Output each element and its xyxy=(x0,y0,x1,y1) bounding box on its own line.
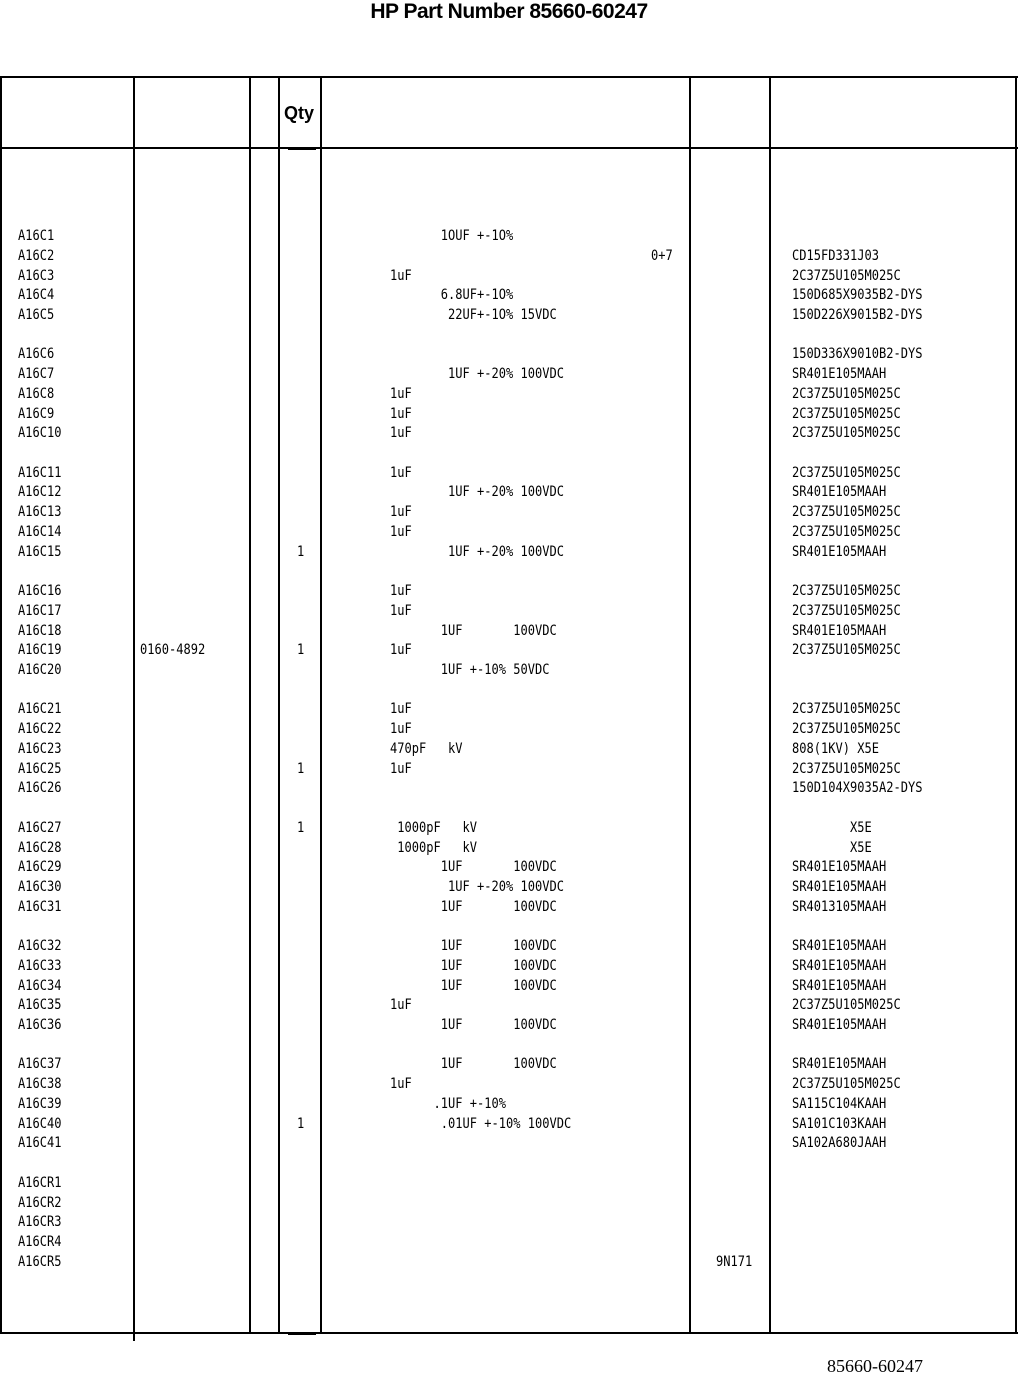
reference-designator-cell: A16C10 xyxy=(18,425,62,442)
reference-designator-cell: A16C3 xyxy=(18,267,55,284)
description-cell: 1uF xyxy=(332,760,412,777)
description-cell: 22UF+-1O% 15VDC xyxy=(332,307,557,323)
mfr-part-number-cell: 2C37Z5U105M025C xyxy=(792,721,901,738)
description-cell: 1uF xyxy=(332,405,412,422)
mfr-part-number-cell: 150D685X9035B2-DYS xyxy=(792,287,923,304)
reference-designator-cell: A16C6 xyxy=(18,346,55,363)
mfr-part-number-cell: 2C37Z5U105M025C xyxy=(792,1076,901,1093)
column-divider xyxy=(0,76,2,1334)
reference-designator-cell: A16C8 xyxy=(18,385,55,402)
column-divider xyxy=(320,76,322,1334)
reference-designator-cell: A16C20 xyxy=(18,662,62,679)
mfr-part-number-cell: 808(1KV) X5E xyxy=(792,740,879,757)
mfr-part-number-cell: SR401E105MAAH xyxy=(792,543,887,560)
quantity-cell: 1 xyxy=(297,543,305,560)
description-cell: 1UF +-10% 50VDC xyxy=(332,662,550,679)
reference-designator-cell: A16C29 xyxy=(18,859,62,876)
mfr-part-number-cell: SR401E105MAAH xyxy=(792,622,887,639)
mfr-part-number-cell: 2C37Z5U105M025C xyxy=(792,583,901,600)
reference-designator-cell: A16CR5 xyxy=(18,1253,62,1270)
description-cell: 1UF +-20% 100VDC xyxy=(332,366,564,383)
mfr-part-number-cell: 2C37Z5U105M025C xyxy=(792,523,901,540)
reference-designator-cell: A16C19 xyxy=(18,642,62,659)
mfr-part-number-cell: X5E xyxy=(792,819,872,836)
description-cell: 1UF 100VDC xyxy=(332,1056,557,1073)
description-cell: 1uF xyxy=(332,425,412,442)
description-cell: 1uF xyxy=(332,504,412,521)
mfr-part-number-cell: SA102A680JAAH xyxy=(792,1135,887,1152)
mfr-part-number-cell: SA115C104KAAH xyxy=(792,1095,887,1112)
quantity-cell: 1 xyxy=(297,819,305,836)
description-cell: 1OUF +-1O% xyxy=(332,228,514,244)
table-header-divider xyxy=(0,147,1018,149)
reference-designator-cell: A16C34 xyxy=(18,977,62,994)
page-title: HP Part Number 85660-60247 xyxy=(370,0,648,23)
mfr-part-number-cell: 2C37Z5U105M025C xyxy=(792,602,901,619)
mfr-part-number-cell: SR401E105MAAH xyxy=(792,879,887,895)
reference-designator-cell: A16C17 xyxy=(18,602,62,619)
mfr-part-number-cell: X5E xyxy=(792,839,872,856)
description-cell: 1000pF kV xyxy=(332,819,477,836)
description-cell: 1uF xyxy=(332,583,412,600)
description-cell: 1uF xyxy=(332,267,412,284)
qty-tick xyxy=(288,148,316,150)
reference-designator-cell: A16C27 xyxy=(18,819,62,836)
reference-designator-cell: A16C40 xyxy=(18,1115,62,1132)
mfr-part-number-cell: SR401E105MAAH xyxy=(792,366,887,383)
reference-designator-cell: A16C35 xyxy=(18,997,62,1014)
description-cell: 1UF 100VDC xyxy=(332,622,557,639)
quantity-cell: 1 xyxy=(297,642,305,659)
description-cell: 1uF xyxy=(332,642,412,659)
description-cell: 1UF 100VDC xyxy=(332,938,557,955)
description-cell: 1uF xyxy=(332,701,412,718)
mfr-part-number-cell: 2C37Z5U105M025C xyxy=(792,642,901,659)
reference-designator-cell: A16C37 xyxy=(18,1056,62,1073)
reference-designator-cell: A16CR3 xyxy=(18,1214,62,1231)
mfr-part-number-cell: SR401E105MAAH xyxy=(792,957,887,974)
description-cell: .01UF +-10% 100VDC xyxy=(332,1115,572,1132)
mfr-part-number-cell: SA101C103KAAH xyxy=(792,1115,887,1132)
reference-designator-cell: A16C4 xyxy=(18,287,55,304)
description-cell: 1000pF kV xyxy=(332,839,477,856)
reference-designator-cell: A16C11 xyxy=(18,464,62,481)
description-cell: 1uF xyxy=(332,1076,412,1093)
reference-designator-cell: A16C41 xyxy=(18,1135,62,1152)
description-cell: 1uF xyxy=(332,464,412,481)
mfr-part-number-cell: 2C37Z5U105M025C xyxy=(792,405,901,422)
reference-designator-cell: A16C2 xyxy=(18,247,55,264)
description-cell: 1UF +-20% 100VDC xyxy=(332,879,564,895)
reference-designator-cell: A16C39 xyxy=(18,1095,62,1112)
mfr-code-cell: 9N171 xyxy=(716,1253,753,1270)
reference-designator-cell: A16C22 xyxy=(18,721,62,738)
mfr-part-number-cell: 150D226X9015B2-DYS xyxy=(792,307,923,323)
column-divider xyxy=(769,76,771,1334)
quantity-cell: 1 xyxy=(297,760,305,777)
reference-designator-cell: A16C31 xyxy=(18,898,62,915)
description-cell: 1uF xyxy=(332,385,412,402)
reference-designator-cell: A16C30 xyxy=(18,879,62,895)
qty-tick xyxy=(288,1333,316,1335)
quantity-cell: 1 xyxy=(297,1115,305,1132)
column-divider xyxy=(689,76,691,1334)
reference-designator-cell: A16CR1 xyxy=(18,1174,62,1191)
column-divider xyxy=(1015,76,1017,1334)
mfr-part-number-cell: CD15FD331J03 xyxy=(792,247,879,264)
mfr-part-number-cell: 2C37Z5U105M025C xyxy=(792,997,901,1014)
description-cell: 1uF xyxy=(332,523,412,540)
reference-designator-cell: A16C13 xyxy=(18,504,62,521)
mfr-part-number-cell: 2C37Z5U105M025C xyxy=(792,760,901,777)
description-cell: 1uF xyxy=(332,721,412,738)
description-cell: 1UF 100VDC xyxy=(332,898,557,915)
description-cell: .1UF +-10% xyxy=(332,1095,506,1112)
reference-designator-cell: A16C32 xyxy=(18,938,62,955)
mfr-part-number-cell: SR401E105MAAH xyxy=(792,859,887,876)
description-cell: 1UF +-20% 100VDC xyxy=(332,543,564,560)
reference-designator-cell: A16CR2 xyxy=(18,1194,62,1211)
description-cell: 6.8UF+-1O% xyxy=(332,287,514,304)
description-cell: 1UF 100VDC xyxy=(332,1017,557,1034)
table-bottom-border xyxy=(0,1332,1018,1334)
description-cell: 1UF +-20% 100VDC xyxy=(332,484,564,501)
description-cell: 470pF kV xyxy=(332,740,463,757)
reference-designator-cell: A16C21 xyxy=(18,701,62,718)
column-divider xyxy=(133,76,135,1341)
qty-column-header: Qty xyxy=(284,103,315,123)
reference-designator-cell: A16CR4 xyxy=(18,1234,62,1251)
mfr-part-number-cell: SR401E105MAAH xyxy=(792,977,887,994)
reference-designator-cell: A16C16 xyxy=(18,583,62,600)
reference-designator-cell: A16C25 xyxy=(18,760,62,777)
description-cell: 1uF xyxy=(332,602,412,619)
mfr-part-number-cell: 150D336X9010B2-DYS xyxy=(792,346,923,363)
reference-designator-cell: A16C1 xyxy=(18,228,55,244)
reference-designator-cell: A16C7 xyxy=(18,366,55,383)
mfr-part-number-cell: 2C37Z5U105M025C xyxy=(792,267,901,284)
mfr-part-number-cell: 150D104X9035A2-DYS xyxy=(792,780,923,797)
column-divider xyxy=(249,76,251,1334)
mfr-part-number-cell: SR401E105MAAH xyxy=(792,484,887,501)
reference-designator-cell: A16C9 xyxy=(18,405,55,422)
table-top-border xyxy=(0,76,1018,78)
mfr-code-cell: 0+7 xyxy=(651,247,673,264)
reference-designator-cell: A16C18 xyxy=(18,622,62,639)
reference-designator-cell: A16C28 xyxy=(18,839,62,856)
description-cell: 1UF 100VDC xyxy=(332,859,557,876)
reference-designator-cell: A16C38 xyxy=(18,1076,62,1093)
reference-designator-cell: A16C26 xyxy=(18,780,62,797)
reference-designator-cell: A16C15 xyxy=(18,543,62,560)
reference-designator-cell: A16C36 xyxy=(18,1017,62,1034)
reference-designator-cell: A16C23 xyxy=(18,740,62,757)
description-cell: 1UF 100VDC xyxy=(332,957,557,974)
reference-designator-cell: A16C33 xyxy=(18,957,62,974)
mfr-part-number-cell: 2C37Z5U105M025C xyxy=(792,504,901,521)
mfr-part-number-cell: 2C37Z5U105M025C xyxy=(792,464,901,481)
mfr-part-number-cell: SR401E105MAAH xyxy=(792,1056,887,1073)
mfr-part-number-cell: 2C37Z5U105M025C xyxy=(792,701,901,718)
hp-part-number-cell: 0160-4892 xyxy=(140,642,206,659)
mfr-part-number-cell: 2C37Z5U105M025C xyxy=(792,385,901,402)
description-cell: 1UF 100VDC xyxy=(332,977,557,994)
column-divider xyxy=(278,76,280,1334)
mfr-part-number-cell: SR401E105MAAH xyxy=(792,1017,887,1034)
mfr-part-number-cell: SR4013105MAAH xyxy=(792,898,887,915)
reference-designator-cell: A16C14 xyxy=(18,523,62,540)
reference-designator-cell: A16C5 xyxy=(18,307,55,323)
mfr-part-number-cell: 2C37Z5U105M025C xyxy=(792,425,901,442)
reference-designator-cell: A16C12 xyxy=(18,484,62,501)
footer-part-number: 85660-60247 xyxy=(827,1356,923,1376)
description-cell: 1uF xyxy=(332,997,412,1014)
mfr-part-number-cell: SR401E105MAAH xyxy=(792,938,887,955)
